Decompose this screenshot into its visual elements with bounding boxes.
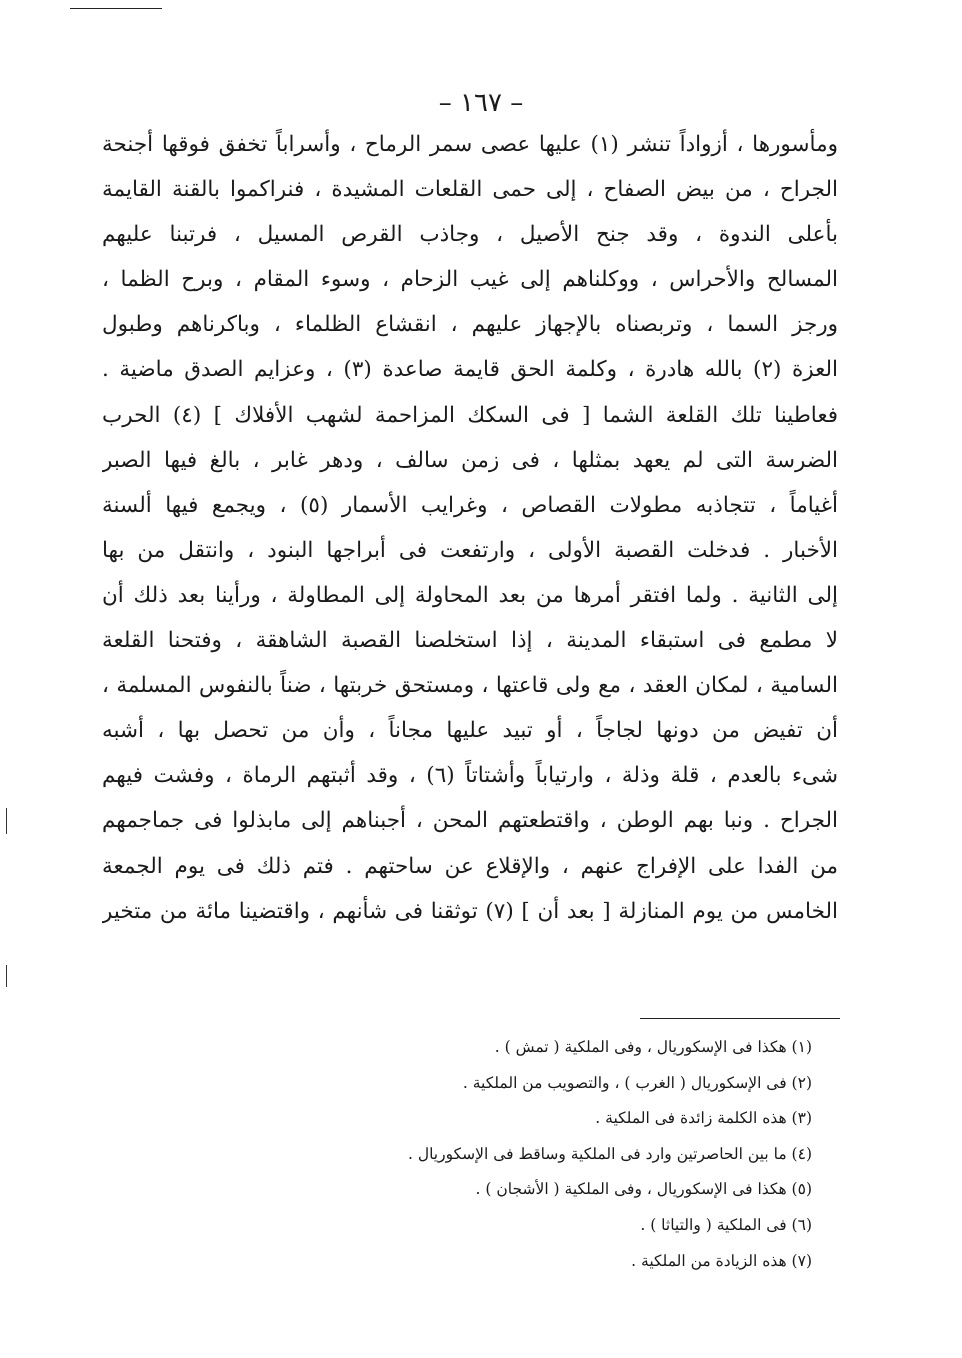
body-line: فعاطينا تلك القلعة الشما [ فى السكك المزاحمة لشهب الأفلاك ] (٤) الحرب [102, 402, 838, 428]
footnote: (١) هكذا فى الإسكوريال ، وفى الملكية ( تمش ) . [494, 1038, 812, 1056]
body-line: بأعلى الندوة ، وقد جنح الأصيل ، وجاذب القرص المسيل ، فرتبنا عليهم [102, 222, 838, 248]
footnote-separator [640, 1018, 840, 1019]
body-text [102, 122, 838, 934]
footnotes [292, 1030, 812, 1279]
body-line: ومأسورها ، أزواداً تنشر (١) عليها عصى سمر الرماح ، وأسراباً تخفق فوقها أجنحة [102, 132, 838, 157]
margin-mark [6, 808, 7, 834]
body-line: من الفدا على الإفراج عنهم ، والإقلاع عن ساحتهم . فتم ذلك فى يوم الجمعة [102, 853, 838, 879]
body-line: الضرسة التى لم يعهد بمثلها ، فى زمن سالف ، ودهر غابر ، بالغ فيها الصبر [102, 447, 838, 473]
body-line: إلى الثانية . ولما افتقر أمرها من بعد المحاولة إلى المطاولة ، ورأينا بعد ذلك أن [102, 582, 838, 608]
body-line: شىء بالعدم ، قلة وذلة ، وارتياباً وأشتاتاً (٦) ، وقد أثبتهم الرماة ، وفشت فيهم [102, 763, 838, 789]
body-line: ورجز السما ، وتربصناه بالإجهاز عليهم ، انقشاع الظلماء ، وباكرناهم وطبول [102, 312, 838, 338]
footnote: (٦) فى الملكية ( والتياثا ) . [640, 1215, 812, 1234]
body-line: لا مطمع فى استبقاء المدينة ، إذا استخلصنا القصبة الشاهقة ، وفتحنا القلعة [102, 628, 838, 654]
margin-mark [6, 965, 7, 987]
body-line: الأخبار . فدخلت القصبة الأولى ، وارتفعت فى أبراجها البنود ، وانتقل من بها [102, 537, 838, 563]
body-line: المسالح والأحراس ، ووكلناهم إلى غيب الزحام ، وسوء المقام ، وبرح الظما ، [102, 267, 838, 293]
body-line: الجراح ، من بيض الصفاح ، إلى حمى القلعات المشيدة ، فنراكموا بالقنة القايمة [102, 177, 838, 203]
footnote: (٤) ما بين الحاصرتين وارد فى الملكية وساقط فى الإسكوريال . [407, 1144, 812, 1163]
top-scan-rule [70, 8, 162, 9]
page-number: – ١٦٧ – [438, 88, 524, 118]
footnote: (٣) هذه الكلمة زائدة فى الملكية . [595, 1109, 812, 1128]
body-line: الخامس من يوم المنازلة [ بعد أن ] (٧) توثقنا فى شأنهم ، واقتضينا مائة من متخير [102, 898, 838, 924]
body-line: السامية ، لمكان العقد ، مع ولى قاعتها ، ومستحق خربتها ، ضناً بالنفوس المسلمة ، [102, 673, 838, 699]
body-line: أغياماً ، تتجاذبه مطولات القصاص ، وغرايب الأسمار (٥) ، ويجمع فيها ألسنة [102, 492, 838, 518]
body-line: أن تفيض من دونها لجاجاً ، أو تبيد عليها مجاناً ، وأن من تحصل بها ، أشبه [102, 718, 838, 744]
footnote: (٧) هذه الزيادة من الملكية . [631, 1251, 812, 1270]
footnote: (٢) فى الإسكوريال ( الغرب ) ، والتصويب من الملكية . [462, 1073, 812, 1092]
body-line: الجراح . ونبا بهم الوطن ، واقتطعتهم المحن ، أجبناهم إلى مابذلوا فى جماجمهم [102, 808, 838, 834]
footnote: (٥) هكذا فى الإسكوريال ، وفى الملكية ( الأشجان ) . [475, 1180, 812, 1199]
body-line: العزة (٢) بالله هادرة ، وكلمة الحق قايمة صاعدة (٣) ، وعزايم الصدق ماضية . [102, 357, 838, 383]
